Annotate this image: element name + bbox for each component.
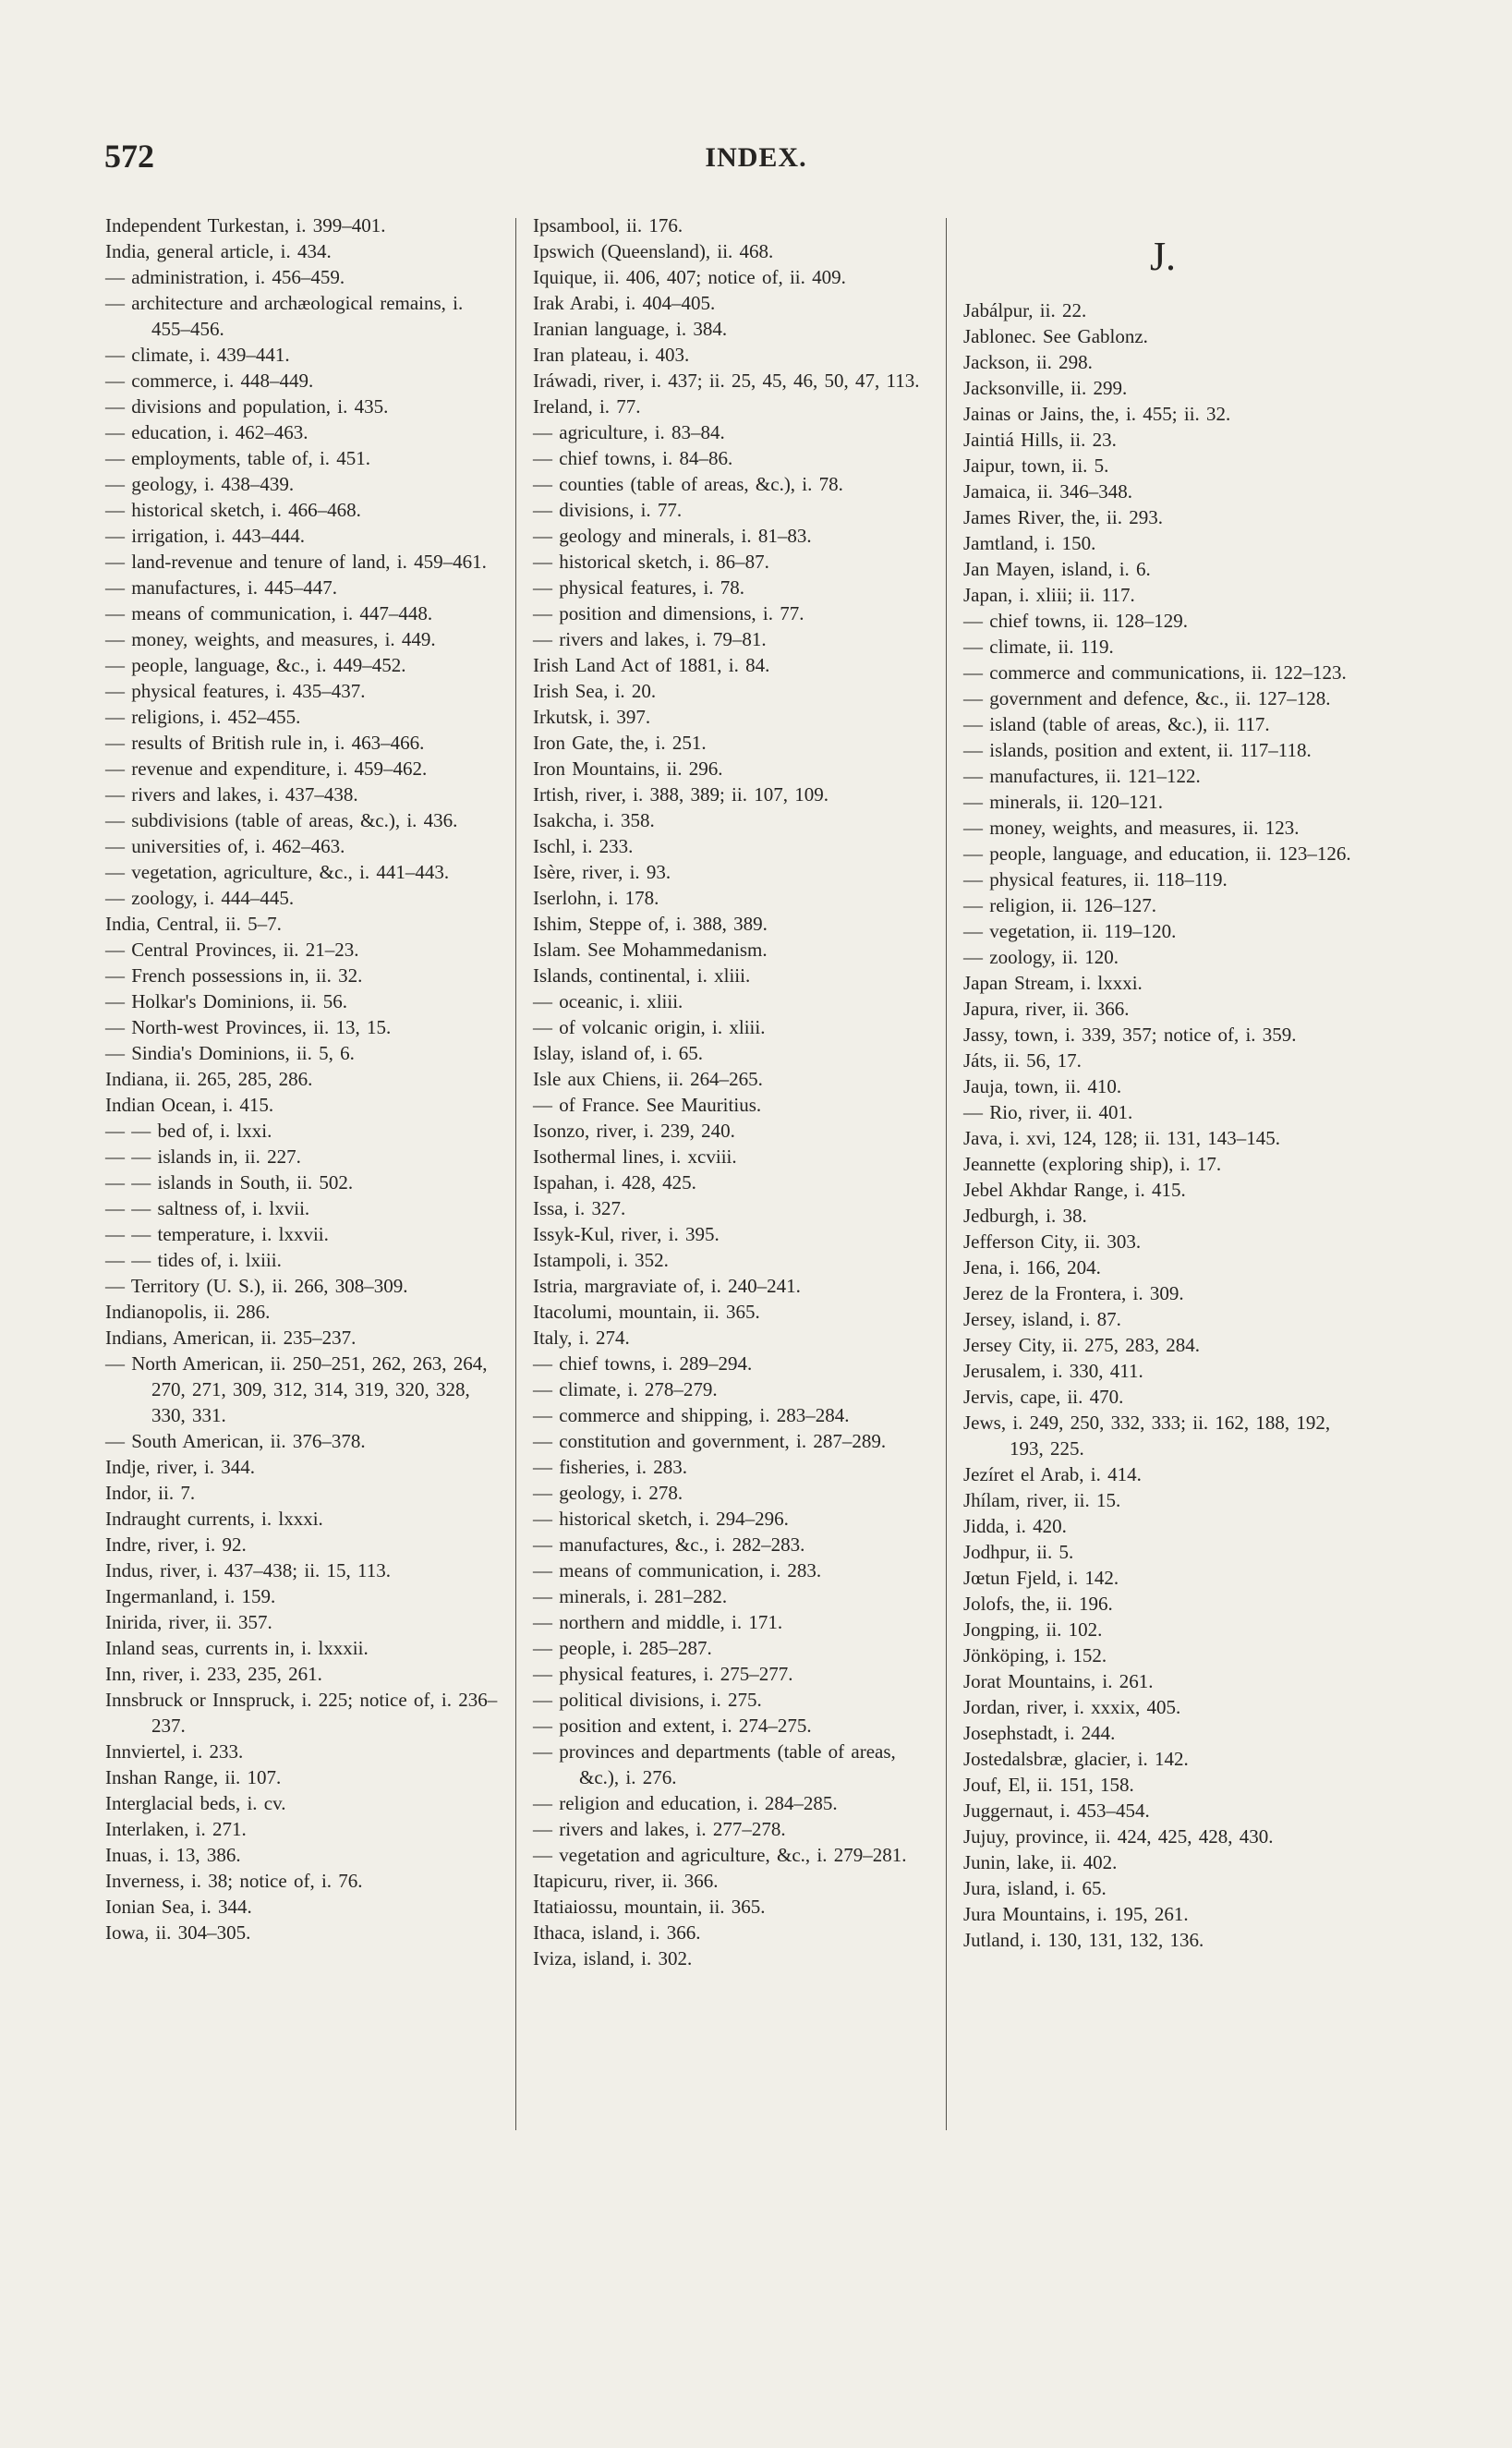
index-entry: — physical features, i. 275–277.	[533, 1663, 793, 1685]
index-entry: — historical sketch, i. 86–87.	[533, 551, 769, 573]
index-entry: — South American, ii. 376–378.	[105, 1430, 366, 1452]
index-entry: Indus, river, i. 437–438; ii. 15, 113.	[105, 1559, 392, 1582]
index-entry: Independent Turkestan, i. 399–401.	[105, 214, 386, 236]
index-entry: — chief towns, i. 289–294.	[533, 1352, 753, 1375]
index-entry: — commerce and shipping, i. 283–284.	[533, 1404, 850, 1426]
index-entry: — of volcanic origin, i. xliii.	[533, 1016, 766, 1038]
index-entry: Jacksonville, ii. 299.	[963, 377, 1128, 399]
index-entry: — rivers and lakes, i. 277–278.	[533, 1818, 786, 1840]
index-entry: — physical features, i. 78.	[533, 576, 745, 599]
index-entry: — rivers and lakes, i. 437–438.	[105, 783, 358, 806]
index-entry: Jackson, ii. 298.	[963, 351, 1093, 373]
index-entry: Jordan, river, i. xxxix, 405.	[963, 1696, 1181, 1718]
index-entry: — — tides of, i. lxiii.	[105, 1249, 282, 1271]
index-entry: Jedburgh, i. 38.	[963, 1205, 1087, 1227]
index-entry: Jezíret el Arab, i. 414.	[963, 1463, 1142, 1485]
index-entry: — fisheries, i. 283.	[533, 1456, 687, 1478]
index-entry: — people, i. 285–287.	[533, 1637, 712, 1659]
index-entry: Islands, continental, i. xliii.	[533, 964, 751, 987]
index-entry: — Central Provinces, ii. 21–23.	[105, 939, 359, 961]
index-entry: — climate, ii. 119.	[963, 636, 1114, 658]
index-entry: — — islands in South, ii. 502.	[105, 1171, 354, 1194]
page-number: 572	[104, 138, 154, 175]
index-entry: — manufactures, ii. 121–122.	[963, 765, 1201, 787]
page-header	[0, 137, 1512, 177]
index-entry: — rivers and lakes, i. 79–81.	[533, 628, 767, 650]
index-entry: — religion and education, i. 284–285.	[533, 1792, 838, 1814]
index-entry: Jebel Akhdar Range, i. 415.	[963, 1179, 1186, 1201]
index-entry: Issyk-Kul, river, i. 395.	[533, 1223, 720, 1245]
index-entry: Iserlohn, i. 178.	[533, 887, 659, 909]
index-entry: — chief towns, ii. 128–129.	[963, 610, 1189, 632]
index-entry: Junin, lake, ii. 402.	[963, 1851, 1118, 1873]
index-entry: — Rio, river, ii. 401.	[963, 1101, 1133, 1123]
index-entry: Istria, margraviate of, i. 240–241.	[533, 1275, 801, 1297]
index-entry: Jaintiá Hills, ii. 23.	[963, 429, 1117, 451]
index-entry: James River, the, ii. 293.	[963, 506, 1163, 528]
index-entry: Jews, i. 249, 250, 332, 333; ii. 162, 188, 192, 193, 225.	[963, 1412, 1331, 1460]
index-entry: — irrigation, i. 443–444.	[105, 525, 305, 547]
index-entry: Jablonec. See Gablonz.	[963, 325, 1148, 347]
index-entry: — — temperature, i. lxxvii.	[105, 1223, 329, 1245]
index-entry: Iráwadi, river, i. 437; ii. 25, 45, 46, 50, 47, 113.	[533, 370, 920, 392]
index-entry: Jersey, island, i. 87.	[963, 1308, 1121, 1330]
index-entry: Jhílam, river, ii. 15.	[963, 1489, 1121, 1511]
index-entry: India, general article, i. 434.	[105, 240, 332, 262]
index-entry: — islands, position and extent, ii. 117–118.	[963, 739, 1312, 761]
index-entry: Indre, river, i. 92.	[105, 1533, 247, 1556]
index-entry: — religions, i. 452–455.	[105, 706, 301, 728]
index-entry: — architecture and archæological remains, i. 455–456.	[105, 292, 464, 340]
index-entry: Ingermanland, i. 159.	[105, 1585, 276, 1607]
index-entry: — political divisions, i. 275.	[533, 1689, 762, 1711]
index-entry: — revenue and expenditure, i. 459–462.	[105, 757, 428, 780]
index-entry: — climate, i. 278–279.	[533, 1378, 718, 1400]
index-entry: Játs, ii. 56, 17.	[963, 1049, 1082, 1072]
index-entry: — government and defence, &c., ii. 127–128.	[963, 687, 1331, 709]
index-entry: Istampoli, i. 352.	[533, 1249, 669, 1271]
index-entry: — geology, i. 438–439.	[105, 473, 295, 495]
index-entry: Jidda, i. 420.	[963, 1515, 1067, 1537]
index-entry: — manufactures, &c., i. 282–283.	[533, 1533, 805, 1556]
index-entry: Iron Gate, the, i. 251.	[533, 732, 707, 754]
index-entry: Ipsambool, ii. 176.	[533, 214, 683, 236]
index-entry: Iquique, ii. 406, 407; notice of, ii. 409.	[533, 266, 846, 288]
index-entry: Jamaica, ii. 346–348.	[963, 480, 1133, 503]
index-entry: Isle aux Chiens, ii. 264–265.	[533, 1068, 763, 1090]
index-entry: — divisions and population, i. 435.	[105, 395, 389, 418]
index-entry: Itapicuru, river, ii. 366.	[533, 1870, 719, 1892]
index-entry: Isothermal lines, i. xcviii.	[533, 1145, 737, 1168]
index-entry: Indians, American, ii. 235–237.	[105, 1327, 357, 1349]
index-entry: Jura, island, i. 65.	[963, 1877, 1107, 1899]
index-entry: Jauja, town, ii. 410.	[963, 1075, 1122, 1097]
index-entry: — people, language, &c., i. 449–452.	[105, 654, 406, 676]
index-entry: Jostedalsbræ, glacier, i. 142.	[963, 1748, 1189, 1770]
index-entry: Japan, i. xliii; ii. 117.	[963, 584, 1135, 606]
index-entry: — Sindia's Dominions, ii. 5, 6.	[105, 1042, 355, 1064]
index-entry: Jerusalem, i. 330, 411.	[963, 1360, 1143, 1382]
index-entry: Irtish, river, i. 388, 389; ii. 107, 109.	[533, 783, 829, 806]
index-entry: Jabálpur, ii. 22.	[963, 299, 1087, 321]
running-title: INDEX.	[705, 142, 807, 173]
index-entry: Irish Sea, i. 20.	[533, 680, 657, 702]
index-entry: Jersey City, ii. 275, 283, 284.	[963, 1334, 1200, 1356]
index-entry: — religion, ii. 126–127.	[963, 894, 1156, 916]
index-entry: Jefferson City, ii. 303.	[963, 1230, 1142, 1253]
index-entry: Jassy, town, i. 339, 357; notice of, i. 359.	[963, 1024, 1297, 1046]
index-entry: — money, weights, and measures, ii. 123.	[963, 817, 1300, 839]
index-entry: Japan Stream, i. lxxxi.	[963, 972, 1143, 994]
index-entry: — historical sketch, i. 294–296.	[533, 1508, 789, 1530]
index-entry: Jodhpur, ii. 5.	[963, 1541, 1074, 1563]
index-entry: — vegetation and agriculture, &c., i. 279–281.	[533, 1844, 907, 1866]
index-entry: — minerals, ii. 120–121.	[963, 791, 1163, 813]
index-entry: — position and dimensions, i. 77.	[533, 602, 804, 624]
index-entry: Jorat Mountains, i. 261.	[963, 1670, 1154, 1692]
index-entry: Ireland, i. 77.	[533, 395, 641, 418]
index-entry: Isère, river, i. 93.	[533, 861, 671, 883]
index-entry: — position and extent, i. 274–275.	[533, 1715, 812, 1737]
index-entry: Indje, river, i. 344.	[105, 1456, 256, 1478]
index-entry: — commerce, i. 448–449.	[105, 370, 314, 392]
index-entry: — subdivisions (table of areas, &c.), i. 436.	[105, 809, 458, 831]
index-entry: Innsbruck or Innspruck, i. 225; notice of, i. 236–237.	[105, 1689, 498, 1737]
index-entry: Jujuy, province, ii. 424, 425, 428, 430.	[963, 1825, 1274, 1848]
index-entry: — land-revenue and tenure of land, i. 459–461.	[105, 551, 487, 573]
index-entry: Ionian Sea, i. 344.	[105, 1896, 252, 1918]
index-entry: Ithaca, island, i. 366.	[533, 1921, 701, 1944]
index-column-2	[533, 212, 932, 1971]
index-entry: Japura, river, ii. 366.	[963, 998, 1130, 1020]
index-entry: Juggernaut, i. 453–454.	[963, 1800, 1150, 1822]
index-entry: — constitution and government, i. 287–289.	[533, 1430, 887, 1452]
section-letter-heading: J.	[1149, 234, 1177, 279]
index-entry: Ipswich (Queensland), ii. 468.	[533, 240, 774, 262]
index-entry: Indian Ocean, i. 415.	[105, 1094, 274, 1116]
index-entry: — commerce and communications, ii. 122–123.	[963, 661, 1347, 684]
index-entry: Italy, i. 274.	[533, 1327, 630, 1349]
index-entry: Indraught currents, i. lxxxi.	[105, 1508, 323, 1530]
index-entry: Inland seas, currents in, i. lxxxii.	[105, 1637, 369, 1659]
index-entry: — education, i. 462–463.	[105, 421, 308, 443]
index-entry: Iranian language, i. 384.	[533, 318, 728, 340]
index-entry: Java, i. xvi, 124, 128; ii. 131, 143–145.	[963, 1127, 1280, 1149]
index-entry: Islay, island of, i. 65.	[533, 1042, 703, 1064]
index-entry: — manufactures, i. 445–447.	[105, 576, 337, 599]
index-entry: Jouf, El, ii. 151, 158.	[963, 1774, 1134, 1796]
index-entry: Indiana, ii. 265, 285, 286.	[105, 1068, 313, 1090]
index-column-3	[963, 229, 1362, 1953]
index-entry: — physical features, ii. 118–119.	[963, 868, 1228, 891]
index-entry: Issa, i. 327.	[533, 1197, 626, 1219]
index-entry: — universities of, i. 462–463.	[105, 835, 345, 857]
index-entry: Iron Mountains, ii. 296.	[533, 757, 723, 780]
index-entry: Iran plateau, i. 403.	[533, 344, 690, 366]
index-entry: — northern and middle, i. 171.	[533, 1611, 783, 1633]
index-entry: — physical features, i. 435–437.	[105, 680, 366, 702]
index-column-1	[105, 212, 504, 1945]
index-entry: — Holkar's Dominions, ii. 56.	[105, 990, 348, 1012]
index-entry: Islam. See Mohammedanism.	[533, 939, 768, 961]
index-entry: — administration, i. 456–459.	[105, 266, 345, 288]
index-entry: Jervis, cape, ii. 470.	[963, 1386, 1124, 1408]
column-divider	[946, 218, 947, 2130]
index-entry: Iviza, island, i. 302.	[533, 1947, 693, 1969]
index-entry: Jamtland, i. 150.	[963, 532, 1096, 554]
index-entry: — North-west Provinces, ii. 13, 15.	[105, 1016, 392, 1038]
index-entry: — — bed of, i. lxxi.	[105, 1120, 272, 1142]
index-entry: — of France. See Mauritius.	[533, 1094, 762, 1116]
index-entry: — geology, i. 278.	[533, 1482, 683, 1504]
index-entry: — minerals, i. 281–282.	[533, 1585, 728, 1607]
index-entry: Itatiaiossu, mountain, ii. 365.	[533, 1896, 766, 1918]
index-entry: — results of British rule in, i. 463–466.	[105, 732, 425, 754]
index-entry: Indor, ii. 7.	[105, 1482, 196, 1504]
index-entry: — Territory (U. S.), ii. 266, 308–309.	[105, 1275, 408, 1297]
index-entry: Inverness, i. 38; notice of, i. 76.	[105, 1870, 363, 1892]
index-entry: Interlaken, i. 271.	[105, 1818, 247, 1840]
index-entry: Ishim, Steppe of, i. 388, 389.	[533, 913, 768, 935]
index-entry: Interglacial beds, i. cv.	[105, 1792, 286, 1814]
index-entry: — people, language, and education, ii. 123–126.	[963, 842, 1351, 865]
index-entry: Innviertel, i. 233.	[105, 1740, 244, 1763]
index-entry: — zoology, i. 444–445.	[105, 887, 295, 909]
index-entry: Inshan Range, ii. 107.	[105, 1766, 282, 1788]
index-entry: — island (table of areas, &c.), ii. 117.	[963, 713, 1270, 735]
index-entry: India, Central, ii. 5–7.	[105, 913, 282, 935]
index-entry: Jongping, ii. 102.	[963, 1618, 1103, 1641]
index-entry: — money, weights, and measures, i. 449.	[105, 628, 436, 650]
index-entry: Jura Mountains, i. 195, 261.	[963, 1903, 1189, 1925]
index-entry: Isakcha, i. 358.	[533, 809, 655, 831]
index-entry: Ischl, i. 233.	[533, 835, 634, 857]
index-entry: Jœtun Fjeld, i. 142.	[963, 1567, 1119, 1589]
index-entry: — French possessions in, ii. 32.	[105, 964, 363, 987]
index-entry: — means of communication, i. 447–448.	[105, 602, 433, 624]
index-entry: — geology and minerals, i. 81–83.	[533, 525, 812, 547]
index-entry: — climate, i. 439–441.	[105, 344, 290, 366]
index-entry: Irak Arabi, i. 404–405.	[533, 292, 716, 314]
index-entry: Jolofs, the, ii. 196.	[963, 1593, 1113, 1615]
column-divider	[515, 218, 516, 2130]
index-entry: Iowa, ii. 304–305.	[105, 1921, 251, 1944]
index-entry: — means of communication, i. 283.	[533, 1559, 822, 1582]
index-entry: Jerez de la Frontera, i. 309.	[963, 1282, 1184, 1304]
index-entry: Jeannette (exploring ship), i. 17.	[963, 1153, 1222, 1175]
index-entry: Indianopolis, ii. 286.	[105, 1301, 271, 1323]
index-entry: Inn, river, i. 233, 235, 261.	[105, 1663, 322, 1685]
index-entry: — vegetation, ii. 119–120.	[963, 920, 1177, 942]
index-entry: — provinces and departments (table of areas, &c.), i. 276.	[533, 1740, 896, 1788]
index-entry: Inuas, i. 13, 386.	[105, 1844, 241, 1866]
index-entry: Jaipur, town, ii. 5.	[963, 454, 1109, 477]
index-entry: Itacolumi, mountain, ii. 365.	[533, 1301, 760, 1323]
index-entry: Inirida, river, ii. 357.	[105, 1611, 272, 1633]
index-entry: Jainas or Jains, the, i. 455; ii. 32.	[963, 403, 1231, 425]
index-entry: — divisions, i. 77.	[533, 499, 683, 521]
index-entry: — North American, ii. 250–251, 262, 263, 264, 270, 271, 309, 312, 314, 319, 320, 328, 330, 331.	[105, 1352, 488, 1426]
index-entry: Jena, i. 166, 204.	[963, 1256, 1101, 1279]
index-entry: — — islands in, ii. 227.	[105, 1145, 301, 1168]
index-entry: — counties (table of areas, &c.), i. 78.	[533, 473, 843, 495]
index-entry: — — saltness of, i. lxvii.	[105, 1197, 310, 1219]
index-entry: Jan Mayen, island, i. 6.	[963, 558, 1151, 580]
index-entry: — agriculture, i. 83–84.	[533, 421, 725, 443]
index-entry: — zoology, ii. 120.	[963, 946, 1119, 968]
index-entry: — oceanic, i. xliii.	[533, 990, 683, 1012]
index-entry: Isonzo, river, i. 239, 240.	[533, 1120, 735, 1142]
index-entry: — vegetation, agriculture, &c., i. 441–443.	[105, 861, 450, 883]
index-entry: Jönköping, i. 152.	[963, 1644, 1107, 1666]
index-entry: Ispahan, i. 428, 425.	[533, 1171, 696, 1194]
index-entry: Josephstadt, i. 244.	[963, 1722, 1116, 1744]
index-entry: — historical sketch, i. 466–468.	[105, 499, 361, 521]
index-entry: — chief towns, i. 84–86.	[533, 447, 733, 469]
index-entry: Irish Land Act of 1881, i. 84.	[533, 654, 770, 676]
index-entry: — employments, table of, i. 451.	[105, 447, 371, 469]
index-entry: Irkutsk, i. 397.	[533, 706, 651, 728]
index-entry: Jutland, i. 130, 131, 132, 136.	[963, 1929, 1204, 1951]
